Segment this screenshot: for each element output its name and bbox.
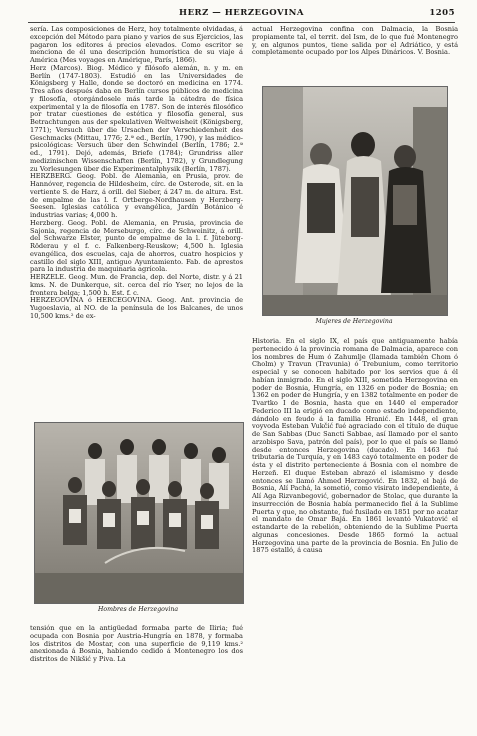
running-title: HERZ — HERZEGOVINA <box>179 8 304 18</box>
paragraph-herzegovina-extension: tensión que en la antigüedad formaba parte de Iliria; fué ocupada con Bosnia por Austria-Hungría en 1878, y formaba los distritos de Mostar, con una superficie de 9,119 kms.² anexionada á Bosnia, habiendo cedido á Montenegro los dos distritos de Nikšić y Piva. La <box>30 624 243 663</box>
photo-women-herzegovina <box>262 86 448 316</box>
paragraph-herzberg-2: Herzberg. Geog. Pobl. de Alemania, en Prusia, provincia de Sajonia, regencia de Merseburgo, círc. de Schweinitz, á orill. del Schwarze Elster, punto de empalme de la l. f. Jüteborg-Röderau y el f. c. Falkenberg-Reuskow; 4,500 h. Iglesia evangélica, dos escuelas, caja de ahorros, cuatro hospicios y castillo del siglo XIII, antiguo Ayuntamiento. Fab. de aprestos para la industria de maquinaria agrícola. <box>30 218 243 274</box>
paragraph-herz-composer: sería. Las composiciones de Herz, hoy totalmente olvidadas, á excepción del Método para piano y varios de sus Ejercicios, las pagaron los editores á precios elevados. Como escritor se menciona de él una descripción humorística de su viaje á América (Mes voyages en Amérique, París, 1866). <box>30 25 243 64</box>
page-number: 1205 <box>429 8 455 18</box>
caption-men: Hombres de Herzegovina <box>97 606 179 613</box>
paragraph-herzegovina: HERZEGOVINA ó HERCEGOVINA. Geog. Ant. provincia de Yugoeslavia, al NO. de la península de los Balcanes, de unos 10,500 kms.² de ex- <box>30 296 243 320</box>
header-rule <box>28 22 455 23</box>
paragraph-herzberg-1: HERZBERG. Geog. Pobl. de Alemania, en Prusia, prov. de Hannóver, regencia de Hildesheim, círc. de Osterode, sit. en la vertiente S. de Harz, á orill. del Sieber, á 247 m. de altura. Est. de empalme de las l. f. Ortberge-Nordhausen y Herzberg-Seesen. Iglesias católica y evangélica, Jardín Botánico é industrias varias; 4,000 h. <box>30 172 243 219</box>
right-column-top <box>252 26 458 57</box>
page-header <box>28 8 455 22</box>
photo-men-herzegovina <box>34 422 244 604</box>
paragraph-history: Historia. En el siglo IX, el país que antiguamente había pertenecido á la provincia romana de Dalmacia, aparece con los nombres de Hum ó Zahumlje (llamada también Chom ó Cholm) y Travun (Travunia) ó Trebunium, como territorio especial y se conocen habitado por los servios que á él habían inmigrado. En el siglo XIII, sometida Herzegovina en poder de Bosnia, Hungría, en 1326 en poder de Bosnia; en 1362 en poder de Hungría, y en 1382 totalmente en poder de Tvartko I de Bosnia, hasta que en 1440 el emperador Federico III la erigió en ducado como estado independiente, dándolo en feudo á la familia Hranić. En 1448, el gran voyvoda Esteban Vukčić fué agraciado con el título de duque de San Sabbas (Duc Sancti Sabbae, así llamado por el santo arzobispo Sava, patrón del país), por lo que el país se llamó desde entonces Herzegovina (ducado). En 1463 fué tributaria de Turquía, y en 1483 cayó totalmente en poder de ésta y el distrito perteneciente á Bosnia con el nombre de Herzeñ. El duque Esteban abrazó el islamismo y desde entonces se llamó Ahmed Herzegović. En 1832, el bajá de Bosnia, Alí Pachá, la sometió, como visirato independiente, á Alí Aga Rizvanbegović, gobernador de Stolac, que durante la insurrección de Bosnia había permanecido fiel á la Sublime Puerta y que, no obstante, fué fusilado en 1851 por no acatar el mandato de Omar Bajá. En 1861 levantó Vukatović el estandarte de la rebelión, obteniendo de la Sublime Puerta algunas concesiones. Desde 1865 formó la actual Herzegovina una parte de la provincia de Bosnia. En Julio de 1875 estalló, á causa <box>252 337 458 555</box>
paragraph-herzegovina-continued: actual Herzegovina confina con Dalmacia, la Bosnia propiamente tal, el territ. del Ism, de lo que fué Montenegro y, en algunos puntos, tiene salida por el Adriático, y está completamente ocupado por los Alpes Dináricos. V. Bosnia. <box>252 25 458 57</box>
right-column-history <box>252 338 458 555</box>
left-column-bottom <box>30 625 243 664</box>
women-figures-image <box>263 87 447 315</box>
paragraph-herz-marcos: Herz (Marcos). Biog. Médico y filósofo alemán, n. y m. en Berlín (1747-1803). Estudió en las Universidades de Königsberg y Halle, donde se doctoró en medicina en 1774. Tres años después daba en Berlín cursos públicos de medicina y filosofía, otorgándosele más tarde la cátedra de física experimental y la de filosofía en 1787. Son de interés filosófico por tratar cuestiones de estética y filosofía general, sus Betrachtungen aus der spekulativen Weltweisheit (Königsberg, 1771); Versuch über die Ursachen der Verschiedenheit des Geschmacks (Mittau, 1776; 2.ª ed., Berlín, 1790), y las médico-psicológicas: Versuch über den Schwindel (Berlín, 1786; 2.ª ed., 1791). Dejó, además, Briefe (1784); Grundriss aller medizinischen Wissenschaften (Berlín, 1782), y Grundlegung zu Vorlesungen über die Experimentalphysik (Berlín, 1787). <box>30 63 243 173</box>
left-column <box>30 26 243 321</box>
caption-women: Mujeres de Herzegovina <box>315 318 393 325</box>
paragraph-herzele: HERZELE. Geog. Mun. de Francia, dep. del Norte, distr. y á 21 kms. N. de Dunkerque, sit. cerca del río Yser, no lejos de la frontera belga; 1,500 h. Est. f. c. <box>30 273 243 297</box>
men-group-image <box>35 423 243 603</box>
